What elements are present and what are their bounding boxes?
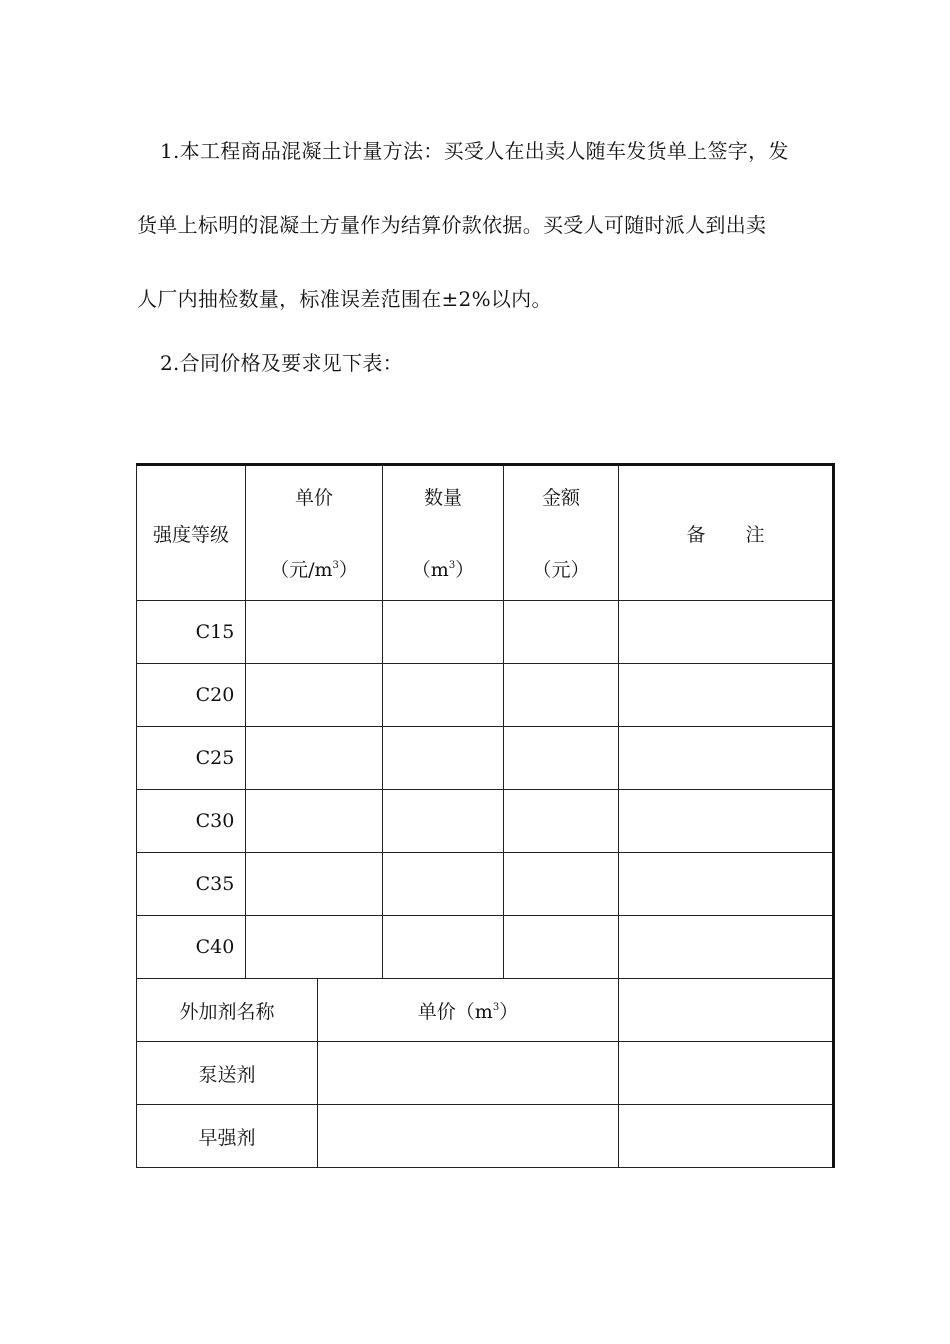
remark-cell[interactable]: [619, 601, 834, 664]
unit-price-cell[interactable]: [246, 727, 383, 790]
paragraph-1-line-3: 人厂内抽检数量，标准误差范围在±2%以内。: [137, 287, 552, 311]
grade-cell: C30: [137, 790, 246, 853]
quantity-cell[interactable]: [383, 790, 504, 853]
grade-cell: C35: [137, 853, 246, 916]
header-unit-price-label: 单价: [294, 487, 333, 509]
quantity-cell[interactable]: [383, 853, 504, 916]
grade-cell: C20: [137, 664, 246, 727]
header-unit-price-unit: （元$/m^3$）: [270, 559, 358, 581]
quantity-cell[interactable]: [383, 664, 504, 727]
amount-cell[interactable]: [504, 601, 619, 664]
amount-cell[interactable]: [504, 790, 619, 853]
table-header-row: [137, 465, 834, 601]
paragraph-2: 2.合同价格及要求见下表：: [160, 351, 403, 375]
quantity-cell[interactable]: [383, 916, 504, 979]
quantity-cell[interactable]: [383, 601, 504, 664]
additive-header-row: [137, 979, 834, 1042]
amount-cell[interactable]: [504, 916, 619, 979]
additive-remark-cell[interactable]: [619, 979, 834, 1042]
remark-cell[interactable]: [619, 727, 834, 790]
amount-cell[interactable]: [504, 853, 619, 916]
amount-cell[interactable]: [504, 664, 619, 727]
header-quantity-label: 数量: [423, 487, 462, 509]
additive-name-cell: 早强剂: [137, 1105, 318, 1168]
header-unit-price: [246, 465, 383, 601]
remark-cell[interactable]: [619, 853, 834, 916]
unit-price-cell[interactable]: [246, 664, 383, 727]
unit-price-cell[interactable]: [246, 601, 383, 664]
additive-name-cell: 泵送剂: [137, 1042, 318, 1105]
table-row: [137, 601, 834, 664]
header-quantity-unit: $(m^3)$: [411, 559, 475, 581]
unit-price-cell[interactable]: [246, 916, 383, 979]
unit-price-cell[interactable]: [246, 790, 383, 853]
additive-row: [137, 1042, 834, 1105]
table-row: [137, 790, 834, 853]
unit-price-cell[interactable]: [246, 853, 383, 916]
additive-price-header: 单价$(m^3)$: [318, 979, 619, 1042]
price-table: [136, 463, 835, 1168]
additive-row: [137, 1105, 834, 1168]
quantity-cell[interactable]: [383, 727, 504, 790]
paragraph-1-line-2: 货单上标明的混凝土方量作为结算价款依据。买受人可随时派人到出卖: [137, 213, 767, 237]
header-grade: 强度等级: [137, 465, 246, 601]
table-row: [137, 664, 834, 727]
paragraph-1-line-1: 1.本工程商品混凝土计量方法：买受人在出卖人随车发货单上签字，发: [160, 139, 789, 163]
remark-cell[interactable]: [619, 916, 834, 979]
table-row: [137, 727, 834, 790]
amount-cell[interactable]: [504, 727, 619, 790]
table-row: [137, 853, 834, 916]
remark-cell[interactable]: [619, 790, 834, 853]
additive-remark-cell[interactable]: [619, 1042, 834, 1105]
header-amount-label: 金额: [541, 487, 580, 509]
grade-cell: C25: [137, 727, 246, 790]
grade-cell: C40: [137, 916, 246, 979]
header-amount-unit: （元）: [532, 559, 590, 581]
additive-price-cell[interactable]: [318, 1042, 619, 1105]
additive-name-header: 外加剂名称: [137, 979, 318, 1042]
header-amount: [504, 465, 619, 601]
header-remark: 备注: [619, 465, 834, 601]
table-row: [137, 916, 834, 979]
grade-cell: C15: [137, 601, 246, 664]
additive-price-cell[interactable]: [318, 1105, 619, 1168]
additive-remark-cell[interactable]: [619, 1105, 834, 1168]
header-quantity: [383, 465, 504, 601]
remark-cell[interactable]: [619, 664, 834, 727]
